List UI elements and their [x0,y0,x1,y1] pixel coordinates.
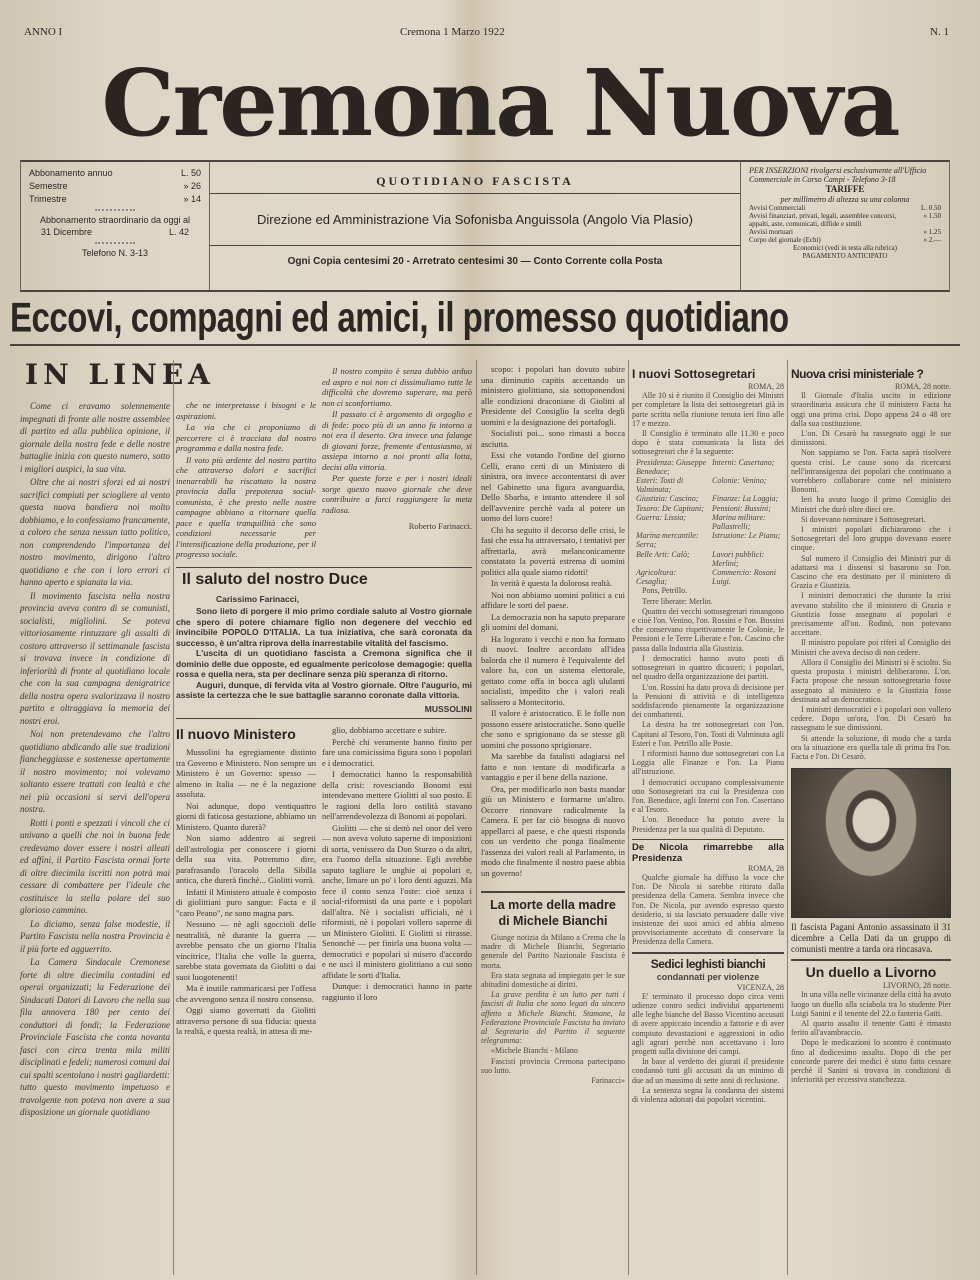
paragraph: Dopo le medicazioni lo scontro è continuato fino al dodicesimo assalto. Dopo di che per concorde parere dei medici è stato fatto cessare perchè il Sanini si trovava in condizioni di inferiorità per eccessiva stanchezza. [791,1038,951,1085]
date-label: Cremona 1 Marzo 1922 [400,26,505,38]
sedici-title: Sedici leghisti bianchi [650,956,766,971]
paragraph: Oggi siamo governati da Giolitti attraverso persone di sua fiducia: questa la realtà, e questa realtà, in attesa di me- [176,1005,316,1036]
special-sub: Abbonamento straordinario da oggi al [39,215,191,225]
paragraph: Terre liberate: Merlin. [642,596,713,606]
paragraph: che ne interpretasse i bisogni e le aspirazioni. [176,400,316,421]
paragraph: Nessuno — nè agli sgoccioli delle neutralità, nè durante la guerra — avrebbe pensato che un giorno l'Italia vincitrice, l'Italia che volle la guerra, sarebbe stata governata da Giolitti o dai suoi luogotenenti! [176,919,316,982]
column-rule [787,360,788,1275]
list-item: Agricoltura: Cesaglia; [636,568,676,587]
ad-rate-label: Corpo del giornale (Echi) [749,236,821,244]
issue-number: N. 1 [930,26,949,38]
paragraph: I democratici occupano complessivamente otto Sottosegretari tra cui la Presidenza con l'on. Beneduce, agli Interni con l'on. Casertano e al Tesoro. [632,777,784,815]
list-item: Giustizia: Cascino; [636,494,699,504]
ad-rate-price: » 1.50 [923,212,941,220]
portrait-photo [791,768,951,918]
column-4 [481,364,625,1085]
paragraph: scopo: i popolari han dovuto subire una diminutio capitis accettando un ministero giolittiano, sia sottoponendosi alle condizioni draconiane di Giolitti al Presidente del Consiglio la scelta degli uomini e la designazione dei portafogli. [481,364,625,427]
list-item: Tesoro: De Capitani; [636,503,704,513]
ad-rate-price: » 2.— [923,236,941,244]
paragraph: Era stata segnata ad impiegato per le sue abitudini domestiche ai diritti. [481,970,625,990]
ad-rate-label: Avvisi finanziari, privati, legali, assemblee concorsi, appalti, aste, comunicati, diffide e simili [749,212,897,228]
paragraph: Perchè chi veramente hanno finito per fare una comicissima figura sono i popolari e i democratici. [322,736,472,768]
paragraph: «Michele Bianchi - Milano [491,1046,578,1056]
paragraph: La democrazia non ha saputo preparare gli uomini del domani. [481,611,625,632]
dateline: ROMA, 28 notte. [895,382,951,391]
list-item: Lavori pubblici: Merlini; [712,549,765,568]
paragraph: In una villa nelle vicinanze della città ha avuto luogo un duello alla sciabola tra lo studente Pier Luigi Sanini e il tenente del 22.o fanteria Gatti. [791,990,951,1018]
bianchi-title [481,897,625,929]
title-line: La morte della madre [490,898,616,912]
paragraph: Il Consiglio è terminato alle 11.30 e poco dopo è stata comunicata la lista dei sottosegretari che è la seguente: [632,429,784,457]
paragraph: Noi adunque, dopo ventiquattro giorni di faticosa gestazione, abbiamo un Ministero. Quanto durerà? [176,800,316,832]
ad-rate-label: Economici (vedi in testa alla rubrica) [793,244,897,252]
middle-columns [176,360,472,1038]
center-box [210,160,740,292]
sub-label: Abbonamento annuo [29,168,113,178]
copy-prices: Ogni Copia centesimi 20 - Arretrato centesimi 30 — Conto Corrente colla Posta [287,256,663,267]
paragraph: Socialisti poi... sono rimasti a bocca asciutta. [481,428,625,449]
paragraph: Auguri, dunque, di fervida vita al Vostro giornale. Oltre l'augurio, mi assiste la certezza che le sue battaglie saranno coronate dalla vittoria. [176,679,472,700]
paragraph: Si dovevano nominare i Sottosegretari. [801,514,926,524]
paragraph: Sono lieto di porgere il mio primo cordiale saluto al Vostro giornale che spero di potere chiamare figlio non degenere del vecchio ed invincibile POPOLO D'ITALIA. La tua iniziativa, che sarà coronata da successo, è un'altra riprova della inarrestabile vitalità del fascismo. [176,606,472,648]
paragraph: Il valore è aristocratico. E le folle non possono essere aristocratiche. Sono quelle che sono e sprigionano da se stesse gli uomini che possono sprigionare. [481,708,625,750]
sub-label: Trimestre [29,194,67,204]
paragraph: Ma è inutile rammaricarsi per l'offesa che avvengono senza il nostro consenso. [176,983,316,1004]
phone: Telefono N. 3-13 [81,248,149,258]
paragraph: La grave perdita è un lutto per tutti i fascisti di Italia che sono legati da sincero affetto a Michele Bianchi. Stamane, la Federazione Provinciale Fascista ha inviato al Segretario del Partito il seguente telegramma: [481,990,625,1046]
list-item: Esteri: Tosti di Valminuta; [636,476,684,495]
paragraph: Come ci eravamo solennemente impegnati di fronte alle nostre assemblee di partito ed alla pubblica opinione, il giornale della nostra fede e delle nostre battaglie inizia con questo numero, sotto i migliori auspici, la sua vita. [20,401,170,474]
list-item: Istruzione: Le Pianu; [712,531,781,541]
address: Direzione ed Amministrazione Via Sofonisba Anguissola (Angolo Via Plasio) [210,212,740,246]
list-item: Finanze: La Loggia; [712,494,779,504]
paragraph: Qualche giornale ha diffuso la voce che l'on. De Nicola si sarebbe ritirato dalla presidenza della Camera. Sembra invece che l'on. De Nicola, pur avendo espresso questo desiderio, si sia lasciato persuadere dalle vive insistenze dei suoi amici ed abbia almeno provvisoriamente accettato di conservare la Presidenza della Camera. [632,872,784,947]
column-rule [173,360,174,1275]
sedici-subtitle: condannati per violenze [656,971,760,982]
duce-letter [176,592,472,719]
ad-rate-price: L. 0.50 [920,204,941,212]
in-linea-title: IN LINEA [25,358,215,391]
paragraph: I ministri democratici e i popolari non vollero cedere. Dopo un'ora, l'on. Di Cesarò ha rassegnato le sue dimissioni. [791,704,951,733]
paragraph: Pons, Petrillo. [642,586,688,596]
duello-title: Un duello a Livorno [805,964,937,981]
signature: Farinacci» [591,1076,625,1086]
sub-price: » 14 [183,194,201,204]
paragraph: Dunque: i democratici hanno in parte raggiunto il loro [322,981,472,1002]
paragraph: Ieri ha avuto luogo il primo Consiglio dei Ministri che durò oltre dieci ore. [791,495,951,514]
dateline: VICENZA, 28 [736,982,784,992]
ads-box [740,160,950,292]
paragraph: glio, dobbiamo accettare e subire. [332,725,447,735]
dateline: ROMA, 28 [747,863,784,873]
paragraph: Non sappiamo se l'on. Facta saprà risolvere questa crisi. Le cause sono da ricercarsi nell'intransigenza dei popolari che continuano a vorrebbero collaborare come nel ministero Bonomi. [791,448,951,495]
column-rule [476,360,477,1275]
photo-caption: Il fascista Pagani Antonio assassinato il 31 dicembre a Cella Dati da un gruppo di comunisti mentre a tarda ora rincasava. [791,922,951,955]
title-line: di Michele Bianchi [498,914,608,928]
in-linea-col2 [176,400,316,561]
special-price: L. 42 [168,227,189,237]
paragraph: L'on. Rossini ha dato prova di decisione per la Pensioni di attività e di intelligenza soddisfacendo pienamente la organizzazione dei combattenti. [632,682,784,720]
sottosegretari-title: I nuovi Sottosegretari [632,367,756,381]
paragraph: Giolitti — che si dettò nel onor del vero — non aveva voluto saperne di imposizioni di sorta, venissero da Don Sturzo o da altri, era l'uomo della situazione. Egli avrebbe saputo tagliare le unghie ai popolari e, anche, limare un po' i loro denti aguzzi. Ma fece il conto senza l'oste: cioè senza i social-riformisti da una parte e i popolari dall'altra. Nè i socialisti ufficiali, nè i riformisti, nè i popolari vollero saperne di un Ministero Giolitti. E Giolitti si ritrasse. Senonchè — per finirla una buona volta — democratici e popolari si misero d'accordo e ne uscì il ministero giolittiano a cui sono affidate le sorti d'Italia. [322,822,472,980]
paragraph: Essi che votando l'ordine del giorno Celli, erano certi di un Ministero di sinistra, ora invece accontentarsi di aver nel Gabinetto una figura avanguardia, Dello Sbarba, e intanto attendere il sol dell'avvenire perchè vada al potere un uomo del loro cuore! [481,450,625,523]
paragraph: In verità è questa la dolorosa realtà. [491,578,613,588]
paragraph: Il voto più ardente del nostro partito che attraverso dolori e sacrifici inenarrabili ha riscattato la nostra provincia dalla prepotenza social-comunista, è che presto nelle nostre campagne abbiano a ritornare quella pace e quella tranquillità che sono condizioni necessarie per l'intensificazione della produzione, per il progresso sociale. [176,454,316,559]
ministero-col1 [176,725,316,1038]
paragraph: Rotti i ponti e spezzati i vincoli che ci univano a quelli che noi in buona fede credevamo dover essere i nostri alleati ed affini, il Partito Fascista ormai forte di oltre diecimila iscritti non potrà mai cessare di combattere per l'ideale che costituisce la stella polare del suo glorioso cammino. [20,817,170,915]
special-date: 31 Dicembre [41,227,93,237]
paragraph: Chi ha seguito il decorso delle crisi, le fasi che essa ha attraversato, i tentativi per affrettarla, avrà melanconicamente constatato la povertà estrema di uomini politici alla quale siamo ridotti! [481,524,625,577]
ad-rate-price: » 1.25 [923,228,941,236]
paragraph: I democratici hanno la responsabilità della crisi: rovesciando Bonomi essi intendevano mettere Giolitti al suo posto. E le ragioni della loro ostilità stavano nell'arrendevolezza di Bonomi ai popolari. [322,769,472,821]
tagline: QUOTIDIANO FASCISTA [210,174,740,194]
list-item: Pensioni: Bussini; [712,503,771,513]
paragraph: Noi non abbiamo uomini politici a cui affidare le sorti del paese. [481,589,625,610]
in-linea-col3 [322,366,472,532]
dateline: LIVORNO, 28 notte. [883,981,951,991]
paragraph: I ministri popolari dichiararono che i Sottosegretari del loro gruppo dovevano essere cinque. [791,525,951,553]
ministero-title: Il nuovo Ministero [176,726,296,742]
salutation: Carissimo Farinacci, [216,593,300,604]
paragraph: Infatti il Ministero attuale è composto di giolittiani puro sangue: Facta e il "caro Peano", ne sono magna pars. [176,886,316,918]
paragraph: Il nostro compito è senza dubbio arduo ed aspro e noi non ci dissimuliamo tutte le difficoltà che dovremo superare, ma però non ci sconfortiamo. [322,366,472,408]
list-item: Marina mercantile: Serra; [636,531,699,550]
paragraph: Al quarto assalto il tenente Gatti è rimasto ferito all'avambraccio. [791,1018,951,1038]
in-linea-col1 [20,400,170,1120]
paragraph: Il movimento fascista nella nostra provincia aveva contro di se comunisti, socialisti, migliolini. Se poteva vittoriosamente rintuzzare gli assalti di costoro attraverso il settimanale fascista si trovava invece in condizione di inferiorità di fronte al quotidiano locale che con la sua campagna denigratrice della nostra opera svalorizzava il nostro partito e oltraggiava la memoria dei nostri eroi. [20,590,170,726]
paragraph: Mussolini ha egregiamente distinto tra Governo e Ministero. Non sempre un Ministero è un Governo: spesso — almeno in Italia — ne è la negazione assoluta. [176,747,316,799]
duce-title: Il saluto del nostro Duce [182,570,368,588]
signature-mussolini: MUSSOLINI [424,703,472,714]
ad-rate-label: Avvisi Commerciali [749,204,806,212]
ads-sub: per millimetro di altezza su una colonna [780,195,910,204]
paragraph: Quattro dei vecchi sottosegretari rimangono e cioè l'on. Venino, l'on. Rossini e l'on. Bussini che conservano rispettivamente le Colonie, le Pensioni e le Terre Liberate e l'on. Cascino che passa dalla Industria alla Giustizia. [632,606,784,653]
denicola-title: De Nicola rimarrebbe alla Presidenza [632,841,784,864]
paragraph: L'on. Beneduce ha potuto avere la Presidenza per la sua qualità di Deputato. [632,815,784,834]
ads-title: TARIFFE [825,184,865,194]
list-item: Commercio: Rosoni Luigi. [712,568,776,587]
paragraph: Il Giornale d'Italia uscito in edizione straordinaria assicura che il ministero Facta ha oggi una prima crisi. Dopo appena 24 o 48 ore dalla sua costituzione. [791,391,951,428]
paragraph: Il passato ci è argomento di orgoglio e di fede: poco più di un anno fa intorno a noi era il deserto. Ora invece una falange di giovani forze, fremente d'entusiasmo, si assiepa intorno a noi pronti alla lotta, decisi alla vittoria. [322,409,472,472]
dateline: ROMA, 28 [747,382,784,391]
paragraph: Ora, per modificarlo non basta mandar giù un Ministero e formarne un'altro. Occorre rinnovare radicalmente la Camera. E per far ciò bisogna di nuovo appellarci al paese, e che questi risponda con un verdetto che ponga finalmente l'assenza dei valori reali al Parlamento, in modo che finalmente il nostro paese abbia un governo! [481,783,625,878]
paragraph: Si attende la soluzione, di modo che a tarda ora la situazione era quella tale di prima fra l'on. Facta e l'on. Di Cesarò. [791,733,951,761]
column-5 [632,366,784,1105]
sub-label: Semestre [29,181,68,191]
sub-price: » 26 [183,181,201,191]
ads-intro: PER INSERZIONI rivolgersi esclusivamente all'Ufficio Commerciale in Corso Campi - Telefono 3-18 [749,166,927,184]
ad-rate-label: Avvisi mortuari [749,228,794,236]
bianchi-text [481,933,625,1085]
paragraph: Noi non pretendevamo che l'altro quotidiano abdicando alle sue tradizioni fiancheggiasse e sostenesse apertamente il nostro movimento; noi volevamo soltanto essere trattati con lealtà e che nei più occasioni si servì dell'opera nostra. [20,729,170,814]
sub-price: L. 50 [180,168,201,178]
sottosegretari-list [632,458,784,587]
paragraph: Per queste forze e per i nostri ideali sorge questo nuovo giornale che deve contribuire a farci raggiungere la meta radiosa. [322,473,472,515]
paragraph: Allora il Consiglio dei Ministri si è sciolto. Su questa proposta i ministri deliberarono. L'on. Facta propose che nessun sottosegretario fosse assegnato al ministero e la Giustizia fosse destinata ad un democratico. [791,657,951,704]
paragraph: Non siamo addentro ai segreti dell'astrologia per conoscere i giorni della sua vita. Potremmo dire, parafrasando l'oracolo della Sibilla antica, che durerà finchè... Giolitti vorrà. [176,833,316,885]
paragraph: Lo diciamo, senza false modestie, il Partito Fascista nella nostra Provincia è il più forte ed agguerrito. [20,918,170,954]
ministero-col3 [481,364,625,879]
list-item: Colonie: Venino; [712,476,767,486]
paragraph: Alle 10 si è riunito il Consiglio dei Ministri per completare la lista dei sottosegretari già in parte scritta nella riunione tenuta ieri fino alle 17 e mezzo. [632,391,784,428]
subscription-box [20,160,210,292]
paragraph: I ministri democratici che durante la crisi avevano stabilito che il ministero di Grazia e Giustizia fosse assegnato ai popolari e precisamente all'on. Rodinò, non potevano accettare. [791,591,951,638]
paragraph: Fascisti provincia Cremona partecipano suo lutto. [481,1056,625,1075]
paragraph: Ha logorato i vecchi e non ha formato di nuovi. Inoltre accordato all'idea balorda che il numero è l'equivalente del valore ha, con un sistema elettorale, gettato come offa in bocca agli ululanti socialisti, impedito che i valori reali salissero a Montecitorio. [481,633,625,707]
list-item: Marina militare: Pallastrelli; [712,512,766,532]
list-item: Guerra: Lissia; [636,512,687,522]
paragraph: La Camera Sindacale Cremonese forte di oltre diecimila contadini ed operai organizzati; la Federazione dei Sindacati Datori di Lavoro che nella sua fila annovera 180 per cento dei conduttori di fondi; la Federazione Provinciale Fascista che conta novanta fasci con circa trenta mila militi disciplinati e fedeli; numerosi comuni dai cui spalti scentolano i nostri gagliardetti: tutto questo movimento impetuoso e travolgente non poteva non avere a sua disposizione un giornale quotidiano [20,957,170,1117]
paragraph: In base al verdetto dei giurati il presidente condannò tutti gli accusati da un minimo di due ad un massimo di sette anni di reclusione. [632,1057,784,1085]
main-headline: Eccovi, compagni ed amici, il promesso quotidiano [10,294,789,341]
ads-footer: PAGAMENTO ANTICIPATO [802,252,888,260]
paragraph: L'on. Di Cesarò ha rassegnato oggi le sue dimissioni. [791,429,951,448]
paragraph: Oltre che ai nostri sforzi ed ai nostri sacrifici compiuti per sciogliere al vento questa nuova bandiera noi molto dobbiamo, e lo confessiamo francamente, a coloro che senza nessun tatto politico, non comprendendo l'importanza del nostro movimento, dirigono l'altro quotidiano e che con i loro errori ci hanno aperto e spianata la via. [20,477,170,587]
column-rule [628,360,629,1275]
crisi-title: Nuova crisi ministeriale ? [791,367,924,381]
signature-farinacci: Roberto Farinacci. [408,521,472,531]
paragraph: Giunge notizia da Milano a Crema che la madre di Michele Bianchi, Segretario generale del Partito Nazionale Fascista è morta. [481,933,625,970]
list-item: Interni: Casertano; [712,457,775,467]
paragraph: E' terminato il processo dopo circa venti udienze contro sedici individui appartenenti alle leghe bianche del Basso Vicentino accusati di avere appiccato incendio a fattorie e di aver compiuto devastazioni e aggressioni in odio agli agrari perchè non accettavano i loro progetti sulla divisione dei campi. [632,991,784,1056]
column-6 [791,366,951,1085]
paragraph: I riformisti hanno due sottosegretari con La Loggia alle Finanze e l'on. La Pianu all'istruzione. [632,748,784,777]
list-item: Presidenza: Giuseppe Beneduce; [636,457,707,476]
paragraph: La via che ci proponiamo di percorrere ci è tracciata dal nostro programma e dalla nostra fede. [176,422,316,453]
paragraph: La destra ha tre sottosegretari con l'on. Capitani al Tesoro, l'on. Tosti di Valminuta agli Esteri e l'on. Petrillo alle Poste. [632,720,784,748]
ministero-col2 [322,725,472,1003]
paragraph: L'uscita di un quotidiano fascista a Cremona significa che il dominio delle due opposte, ed egualmente pericolose demagogie: quella rossa e quella nera, sta per declinare senza più speranza di ritorno. [176,648,472,679]
paragraph: La sentenza segna la condanna dei sistemi di violenza adottati dai popolari vicentini. [632,1085,784,1105]
paragraph: Ma sarebbe da fatalisti adagiarsi nel fatto e non tentare di modificarla a vantaggio e per il bene della nazione. [481,751,625,782]
masthead: Cremona Nuova [101,49,899,157]
paragraph: Sul numero il Consiglio dei Ministri pur di adattarsi ma i dissensi si basarono su l'on. Cascino che era destinato per il ministero di Grazia e Giustizia. [791,553,951,591]
year-label: ANNO I [24,26,63,38]
paragraph: Il ministro popolare poi riferì al Consiglio dei Ministri che aveva deciso di non cedere. [791,638,951,657]
paragraph: I democratici hanno avuto posti di sottosegretari in quattro dicasteri; i popolari, nel quadro della organizzazione dei partiti. [632,653,784,682]
list-item: Belle Arti: Calò; [636,549,690,559]
